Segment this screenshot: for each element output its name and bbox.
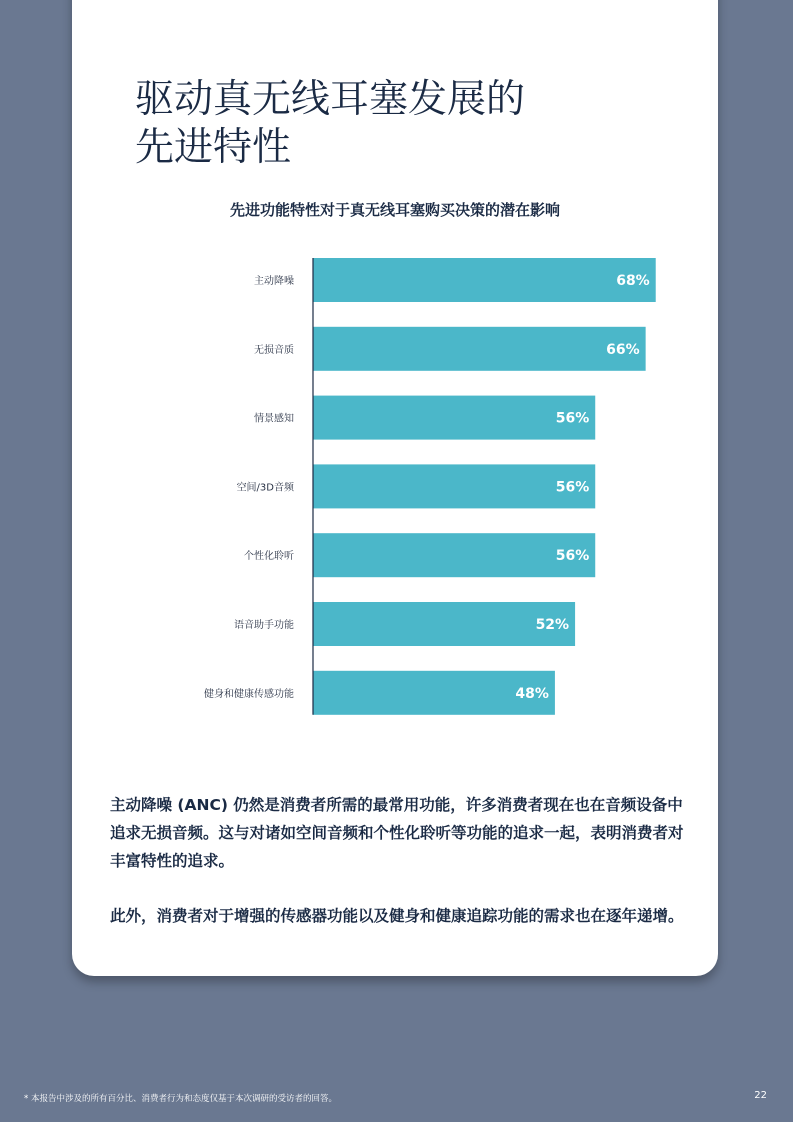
page-number: 22 (754, 1090, 767, 1101)
summary-paragraph-2: 此外，消费者对于增强的传感器功能以及健身和健康追踪功能的需求也在逐年递增。 (110, 907, 684, 925)
summary-paragraph-1: 主动降噪 (ANC) 仍然是消费者所需的最常用功能，许多消费者现在也在音频设备中追求无损音频。这与对诸如空间音频和个性化聆听等功能的追求一起，表明消费者对丰富特性的追求。 (110, 796, 684, 870)
value-label: 56% (555, 548, 590, 565)
category-label: 情景感知 (254, 413, 294, 425)
bar (313, 258, 656, 302)
bar (313, 533, 595, 577)
bar (313, 327, 646, 371)
chart-title: 先进功能特性对于真无线耳塞购买决策的潜在影响 (229, 201, 560, 219)
value-label: 52% (535, 617, 570, 633)
category-label: 无损音质 (254, 344, 294, 356)
value-label: 56% (555, 479, 590, 496)
category-label: 语音助手功能 (234, 620, 294, 631)
category-label: 空间/3D音频 (236, 482, 294, 494)
bar (313, 396, 595, 440)
page-title: 驱动真无线耳塞发展的 先进特性 (135, 77, 526, 170)
value-label: 48% (515, 685, 549, 702)
category-label: 健身和健康传感功能 (204, 688, 294, 700)
value-label: 56% (555, 410, 590, 427)
category-label: 主动降噪 (254, 276, 294, 287)
value-label: 66% (606, 341, 640, 358)
value-label: 68% (616, 273, 650, 289)
footnote: * 本报告中涉及的所有百分比、消费者行为和态度仅基于本次调研的受访者的回答。 (24, 1094, 337, 1104)
bar (313, 464, 595, 508)
category-label: 个性化聆听 (244, 551, 294, 563)
